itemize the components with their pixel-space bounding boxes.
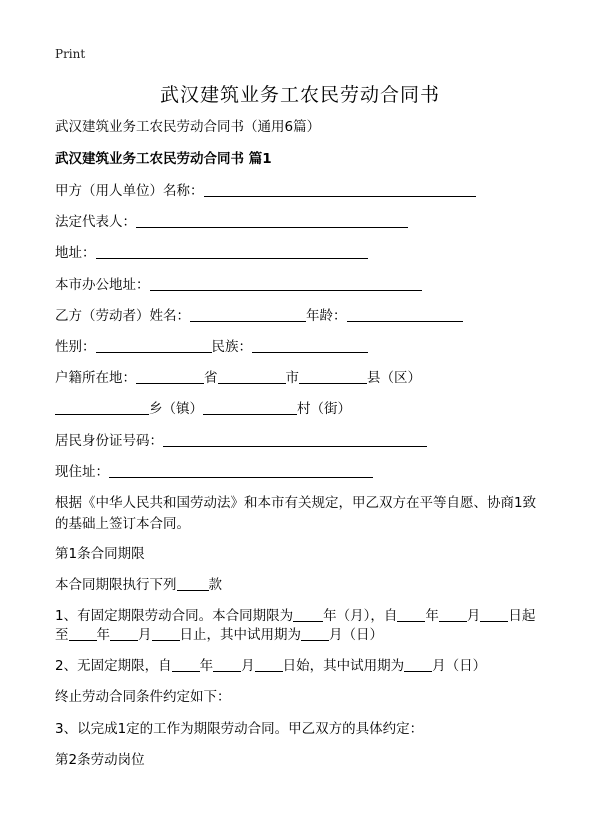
- gender-label: 性别：: [55, 339, 96, 355]
- c1-blank-1[interactable]: [293, 607, 323, 622]
- c2-blank-1[interactable]: [172, 657, 200, 672]
- c1-blank-7[interactable]: [152, 626, 180, 641]
- household-label: 户籍所在地：: [55, 370, 136, 386]
- legal-rep-row: [55, 213, 408, 231]
- c2-blank-3[interactable]: [255, 657, 283, 672]
- clause-3-text: 3、以完成1定的工作为期限劳动合同。甲乙双方的具体约定：: [55, 721, 424, 737]
- c1-blank-2[interactable]: [397, 607, 425, 622]
- legal-rep-blank[interactable]: [136, 213, 408, 228]
- age-label: 年龄：: [306, 308, 347, 324]
- employer-name-blank[interactable]: [204, 182, 476, 197]
- residence-blank[interactable]: [109, 463, 373, 478]
- c2-text-b: 年: [199, 658, 214, 674]
- gender-row: [55, 338, 368, 356]
- employer-name-label: 甲方（用人单位）名称：: [55, 183, 204, 199]
- exec-text-b: 款: [208, 577, 222, 593]
- basis-line-1: 根据《中华人民共和国劳动法》和本市有关规定，甲乙双方在平等自愿、协商1致: [55, 495, 537, 511]
- c1-text-j: 月（日）: [329, 627, 383, 643]
- ethnicity-blank[interactable]: [252, 338, 368, 353]
- local-office-label: 本市办公地址：: [55, 277, 150, 293]
- clause-1-line-2: [55, 626, 383, 644]
- page-title: 武汉建筑业务工农民劳动合同书: [159, 84, 440, 106]
- province-label: 省: [204, 370, 218, 386]
- c1-blank-8[interactable]: [301, 626, 329, 641]
- c1-text-e: 日起: [508, 608, 536, 624]
- id-blank[interactable]: [163, 432, 427, 447]
- county-blank[interactable]: [299, 369, 367, 384]
- c2-text-a: 2、无固定期限，自: [55, 658, 172, 674]
- township-row: [55, 400, 351, 418]
- c1-text-b: 年（月），自: [323, 608, 398, 624]
- c1-blank-5[interactable]: [69, 626, 97, 641]
- exec-text-a: 本合同期限执行下列: [55, 577, 177, 593]
- c1-text-f: 至: [55, 627, 69, 643]
- c1-text-g: 年: [96, 627, 110, 643]
- village-blank[interactable]: [203, 400, 297, 415]
- age-blank[interactable]: [347, 307, 463, 322]
- worker-row: [55, 307, 463, 325]
- c2-blank-4[interactable]: [404, 657, 432, 672]
- c1-blank-6[interactable]: [110, 626, 138, 641]
- article-1-heading: 第1条合同期限: [55, 546, 145, 562]
- c1-text-d: 月: [466, 608, 481, 624]
- employer-name-row: [55, 182, 476, 200]
- residence-row: [55, 463, 373, 481]
- county-label: 县（区）: [367, 370, 421, 386]
- legal-rep-label: 法定代表人：: [55, 214, 136, 230]
- local-office-row: [55, 276, 422, 294]
- exec-blank[interactable]: [177, 576, 209, 591]
- article-2-heading: 第2条劳动岗位: [55, 752, 145, 768]
- basis-line-2: 的基础上签订本合同。: [55, 516, 190, 532]
- worker-name-blank[interactable]: [190, 307, 306, 322]
- subtitle: 武汉建筑业务工农民劳动合同书（通用6篇）: [55, 119, 321, 135]
- c1-text-a: 1、有固定期限劳动合同。本合同期限为: [55, 608, 294, 624]
- clause-1-line-1: [55, 607, 535, 625]
- ethnicity-label: 民族：: [211, 339, 252, 355]
- c2-text-e: 月（日）: [432, 658, 487, 674]
- address-row: [55, 244, 368, 262]
- c1-blank-3[interactable]: [439, 607, 467, 622]
- township-label: 乡（镇）: [149, 401, 203, 417]
- gender-blank[interactable]: [96, 338, 212, 353]
- id-label: 居民身份证号码：: [55, 433, 163, 449]
- termination-text: 终止劳动合同条件约定如下：: [55, 689, 231, 705]
- clause-2-row: [55, 657, 486, 675]
- c1-blank-4[interactable]: [480, 607, 508, 622]
- province-blank[interactable]: [136, 369, 204, 384]
- township-blank[interactable]: [55, 400, 149, 415]
- c1-text-i: 日止，其中试用期为: [179, 627, 301, 643]
- address-label: 地址：: [55, 245, 96, 261]
- household-row: [55, 369, 421, 387]
- c2-blank-2[interactable]: [213, 657, 241, 672]
- section-heading: 武汉建筑业务工农民劳动合同书 篇1: [55, 151, 272, 167]
- city-label: 市: [285, 370, 299, 386]
- id-row: [55, 432, 427, 450]
- worker-name-label: 乙方（劳动者）姓名：: [55, 308, 190, 324]
- c1-text-h: 月: [138, 627, 152, 643]
- c2-text-c: 月: [241, 658, 255, 674]
- residence-label: 现住址：: [55, 464, 109, 480]
- exec-row: [55, 576, 222, 594]
- c2-text-d: 日始，其中试用期为: [282, 658, 405, 674]
- local-office-blank[interactable]: [150, 276, 422, 291]
- print-label: Print: [55, 47, 86, 61]
- address-blank[interactable]: [96, 244, 368, 259]
- city-blank[interactable]: [218, 369, 286, 384]
- village-label: 村（街）: [297, 401, 351, 417]
- c1-text-c: 年: [425, 608, 439, 624]
